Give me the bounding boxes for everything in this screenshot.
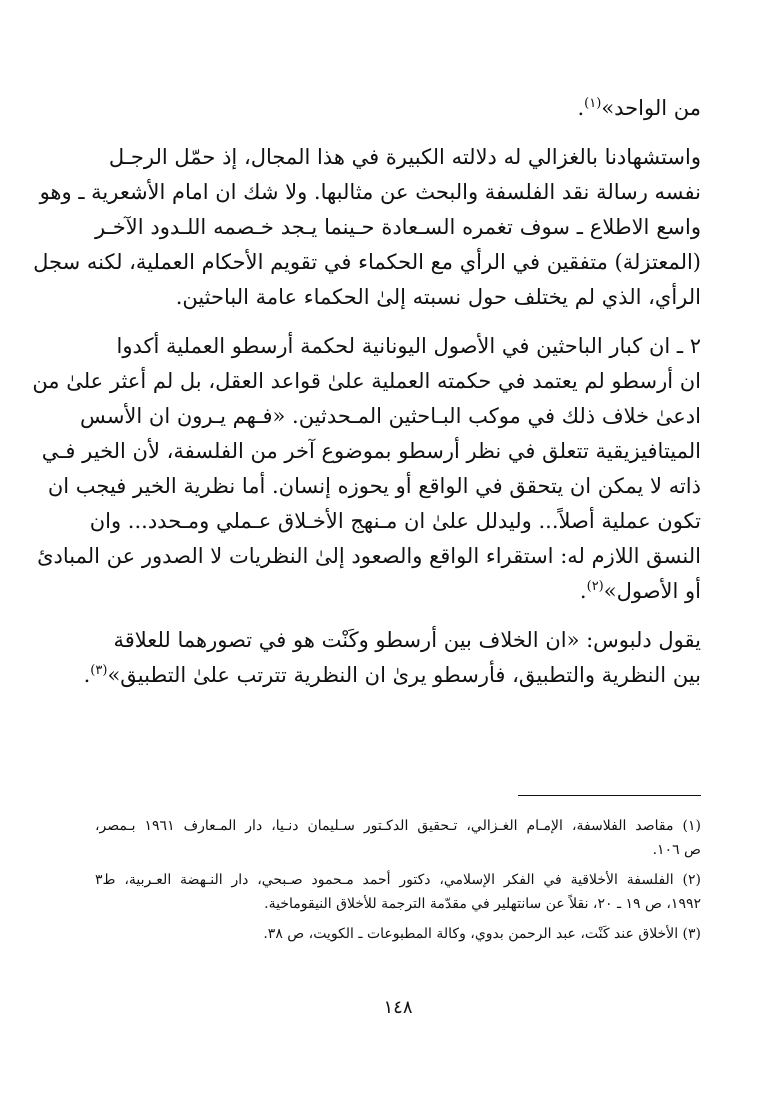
footnote-marker-2: (٢) bbox=[586, 579, 604, 594]
body-line-1: من الواحد»$^{(١)}$. bbox=[577, 96, 701, 120]
document-page bbox=[32, 0, 701, 1105]
footnote-marker-3: (٣) bbox=[90, 663, 108, 678]
body-line-11: ذاته لا يمكن ان يتحقق في الواقع أو يحوزه إنسان. أما نظرية الخير فيجب ان bbox=[47, 474, 701, 498]
body-line-10: الميتافيزيقية تتعلق في نظر أرسطو بموضوع آخر من الفلسفة، لأن الخير فـي bbox=[41, 439, 701, 463]
body-line-7: ٢ ـ ان كبار الباحثين في الأصول اليونانية لحكمة أرسطو العملية أكدوا bbox=[116, 334, 701, 358]
body-line-14: أو الأصول»$^{(٢)}$. bbox=[579, 579, 701, 603]
body-line-6: الرأي، الذي لم يختلف حول نسبته إلىٰ الحكماء عامة الباحثين. bbox=[175, 285, 701, 309]
footnote-2-cont: ١٩٩٢، ص ١٩ ـ ٢٠، نقلاً عن سانتهلير في مقدّمة الترجمة للأخلاق النيقوماخية. bbox=[264, 896, 701, 912]
body-line-2: واستشهادنا بالغزالي له دلالته الكبيرة في هذا المجال، إذ حمّل الرجـل bbox=[108, 145, 701, 169]
body-line-5: (المعتزلة) متفقين في الرأي مع الحكماء في تقويم الأحكام العملية، لكنه سجل bbox=[33, 250, 701, 274]
body-line-3: نفسه رسالة نقد الفلسفة والبحث عن مثالبها. ولا شك ان امام الأشعرية ـ وهو bbox=[39, 180, 701, 204]
footnote-1-cont: ص ١٠٦. bbox=[652, 842, 701, 858]
footnote-separator bbox=[518, 795, 701, 796]
body-line-15: يقول دلبوس: «ان الخلاف بين أرسطو وكَنْت هو في تصورهما للعلاقة bbox=[113, 628, 701, 652]
page-number: ١٤٨ bbox=[383, 997, 413, 1018]
body-line-9: ادعىٰ خلاف ذلك في موكب البـاحثين المـحدثين. «فـهم يـرون ان الأسس bbox=[80, 404, 701, 428]
footnote-1: (١) مقاصد الفلاسفة، الإمـام الغـزالي، تـحقيق الدكـتور سـليمان دنـيا، دار المـعارف ١٩٦١ بـمصر، bbox=[95, 818, 701, 834]
body-line-4: واسع الاطلاع ـ سوف تغمره السـعادة حـينما يـجد خـصمه اللـدود الآخـر bbox=[95, 215, 701, 239]
body-line-8: ان أرسطو لم يعتمد في حكمته العملية علىٰ قواعد العقل، بل لم أعثر علىٰ من bbox=[32, 369, 701, 393]
body-line-13: النسق اللازم له: استقراء الواقع والصعود إلىٰ النظريات لا الصدور عن المبادئ bbox=[37, 544, 701, 568]
footnote-2: (٢) الفلسفة الأخلاقية في الفكر الإسلامي، دكتور أحمد مـحمود صـبحي، دار النـهضة العـربية، ط٣ bbox=[95, 872, 701, 888]
body-line-12: تكون عملية أصلاً... وليدلل علىٰ ان مـنهج الأخـلاق عـملي ومـحدد... وان bbox=[89, 509, 701, 533]
body-line-16: بين النظرية والتطبيق، فأرسطو يرىٰ ان النظرية تترتب علىٰ التطبيق»$^{(٣)}$. bbox=[83, 663, 701, 687]
footnote-marker-1: (١) bbox=[584, 96, 602, 111]
footnote-3: (٣) الأخلاق عند كَنْت، عبد الرحمن بدوي، وكالة المطبوعات ـ الكويت، ص ٣٨. bbox=[263, 926, 701, 942]
